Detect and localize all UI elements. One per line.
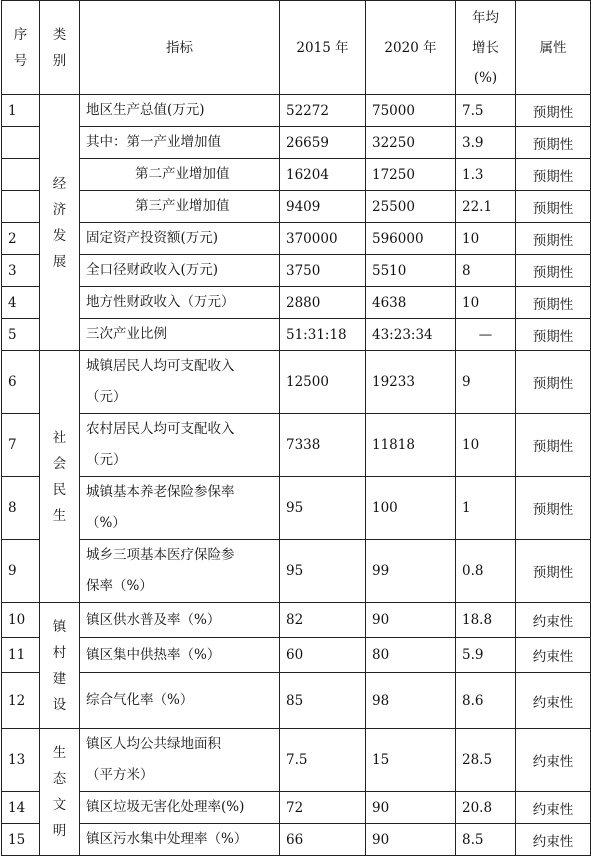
value-2015: 7.5 [280, 729, 366, 792]
growth-rate: 8.5 [456, 824, 516, 856]
header-2015: 2015 年 [280, 1, 366, 95]
row-number: 7 [2, 414, 40, 477]
row-number: 14 [2, 792, 40, 824]
growth-rate: 9 [456, 351, 516, 414]
value-2020: 596000 [366, 223, 456, 255]
table-row [2, 351, 591, 414]
table-row [2, 673, 591, 729]
growth-rate: 5.9 [456, 638, 516, 673]
attribute: 预期性 [516, 477, 591, 540]
table-row [2, 159, 591, 191]
growth-rate: 10 [456, 287, 516, 319]
value-2015: 95 [280, 477, 366, 540]
row-number: 1 [2, 95, 40, 127]
attribute: 约束性 [516, 824, 591, 856]
attribute: 预期性 [516, 223, 591, 255]
row-number: 5 [2, 319, 40, 351]
value-2020: 11818 [366, 414, 456, 477]
table-row [2, 319, 591, 351]
table-row [2, 638, 591, 673]
category-town: 镇 村 建 设 [40, 603, 80, 729]
value-2020: 80 [366, 638, 456, 673]
value-2020: 5510 [366, 255, 456, 287]
table-row [2, 223, 591, 255]
indicator-name: 其中：第一产业增加值 [80, 127, 280, 159]
value-2020: 43:23:34 [366, 319, 456, 351]
attribute: 约束性 [516, 729, 591, 792]
category-economy: 经 济 发 展 [40, 95, 80, 351]
table-row [2, 792, 591, 824]
value-2015: 26659 [280, 127, 366, 159]
row-number: 15 [2, 824, 40, 856]
category-eco: 生 态 文 明 [40, 729, 80, 856]
value-2015: 95 [280, 540, 366, 603]
indicator-name: 地区生产总值(万元) [80, 95, 280, 127]
value-2015: 7338 [280, 414, 366, 477]
growth-rate: 8 [456, 255, 516, 287]
table-row [2, 127, 591, 159]
value-2020: 15 [366, 729, 456, 792]
value-2020: 100 [366, 477, 456, 540]
header-category: 类 别 [40, 1, 80, 95]
row-number [2, 191, 40, 223]
growth-rate: 20.8 [456, 792, 516, 824]
row-number: 11 [2, 638, 40, 673]
attribute: 预期性 [516, 191, 591, 223]
growth-rate: 0.8 [456, 540, 516, 603]
indicator-name: 全口径财政收入(万元) [80, 255, 280, 287]
row-number [2, 159, 40, 191]
table-row [2, 191, 591, 223]
growth-rate: 3.9 [456, 127, 516, 159]
growth-rate: 8.6 [456, 673, 516, 729]
header-row [2, 1, 591, 95]
attribute: 预期性 [516, 95, 591, 127]
indicator-name: 镇区污水集中处理率（%） [80, 824, 280, 856]
value-2015: 12500 [280, 351, 366, 414]
growth-rate: 22.1 [456, 191, 516, 223]
header-growth: 年均 增长 (%) [456, 1, 516, 95]
value-2020: 98 [366, 673, 456, 729]
indicator-name: 地方性财政收入（万元） [80, 287, 280, 319]
value-2020: 25500 [366, 191, 456, 223]
value-2020: 4638 [366, 287, 456, 319]
value-2015: 2880 [280, 287, 366, 319]
value-2015: 51:31:18 [280, 319, 366, 351]
table-row [2, 95, 591, 127]
value-2020: 90 [366, 792, 456, 824]
indicator-name: 镇区人均公共绿地面积 （平方米） [80, 729, 280, 792]
indicator-name: 镇区供水普及率（%） [80, 603, 280, 638]
table-row [2, 287, 591, 319]
attribute: 约束性 [516, 638, 591, 673]
row-number: 6 [2, 351, 40, 414]
header-2020: 2020 年 [366, 1, 456, 95]
attribute: 约束性 [516, 673, 591, 729]
growth-rate: — [456, 319, 516, 351]
growth-rate: 10 [456, 414, 516, 477]
table-row [2, 729, 591, 792]
value-2015: 9409 [280, 191, 366, 223]
indicator-name: 三次产业比例 [80, 319, 280, 351]
growth-rate: 7.5 [456, 95, 516, 127]
value-2020: 19233 [366, 351, 456, 414]
indicator-name: 城乡三项基本医疗保险参 保率（%） [80, 540, 280, 603]
header-indicator: 指标 [80, 1, 280, 95]
row-number [2, 127, 40, 159]
table-row [2, 540, 591, 603]
value-2020: 32250 [366, 127, 456, 159]
indicator-name: 第二产业增加值 [80, 159, 280, 191]
row-number: 2 [2, 223, 40, 255]
indicator-name: 镇区垃圾无害化处理率(%) [80, 792, 280, 824]
row-number: 4 [2, 287, 40, 319]
row-number: 3 [2, 255, 40, 287]
table-row [2, 477, 591, 540]
row-number: 13 [2, 729, 40, 792]
attribute: 预期性 [516, 319, 591, 351]
value-2015: 60 [280, 638, 366, 673]
growth-rate: 28.5 [456, 729, 516, 792]
header-seq: 序 号 [2, 1, 40, 95]
indicator-name: 农村居民人均可支配收入 （元） [80, 414, 280, 477]
growth-rate: 10 [456, 223, 516, 255]
attribute: 预期性 [516, 287, 591, 319]
attribute: 约束性 [516, 792, 591, 824]
value-2020: 99 [366, 540, 456, 603]
attribute: 约束性 [516, 603, 591, 638]
table-row [2, 603, 591, 638]
row-number: 12 [2, 673, 40, 729]
table-row [2, 824, 591, 856]
value-2015: 16204 [280, 159, 366, 191]
attribute: 预期性 [516, 540, 591, 603]
value-2015: 3750 [280, 255, 366, 287]
value-2015: 85 [280, 673, 366, 729]
value-2020: 90 [366, 824, 456, 856]
attribute: 预期性 [516, 414, 591, 477]
indicator-name: 城镇基本养老保险参保率 （%） [80, 477, 280, 540]
indicator-name: 镇区集中供热率（%） [80, 638, 280, 673]
value-2015: 66 [280, 824, 366, 856]
value-2015: 82 [280, 603, 366, 638]
indicator-name: 综合气化率（%） [80, 673, 280, 729]
attribute: 预期性 [516, 159, 591, 191]
value-2015: 52272 [280, 95, 366, 127]
indicator-name: 固定资产投资额(万元) [80, 223, 280, 255]
attribute: 预期性 [516, 255, 591, 287]
category-social: 社 会 民 生 [40, 351, 80, 603]
value-2020: 17250 [366, 159, 456, 191]
growth-rate: 1 [456, 477, 516, 540]
value-2015: 370000 [280, 223, 366, 255]
row-number: 9 [2, 540, 40, 603]
row-number: 10 [2, 603, 40, 638]
indicator-table [1, 0, 591, 856]
header-attribute: 属性 [516, 1, 591, 95]
attribute: 预期性 [516, 127, 591, 159]
value-2015: 72 [280, 792, 366, 824]
indicator-name: 第三产业增加值 [80, 191, 280, 223]
attribute: 预期性 [516, 351, 591, 414]
table-row [2, 414, 591, 477]
row-number: 8 [2, 477, 40, 540]
indicator-name: 城镇居民人均可支配收入 （元） [80, 351, 280, 414]
value-2020: 90 [366, 603, 456, 638]
table-row [2, 255, 591, 287]
value-2020: 75000 [366, 95, 456, 127]
growth-rate: 18.8 [456, 603, 516, 638]
growth-rate: 1.3 [456, 159, 516, 191]
